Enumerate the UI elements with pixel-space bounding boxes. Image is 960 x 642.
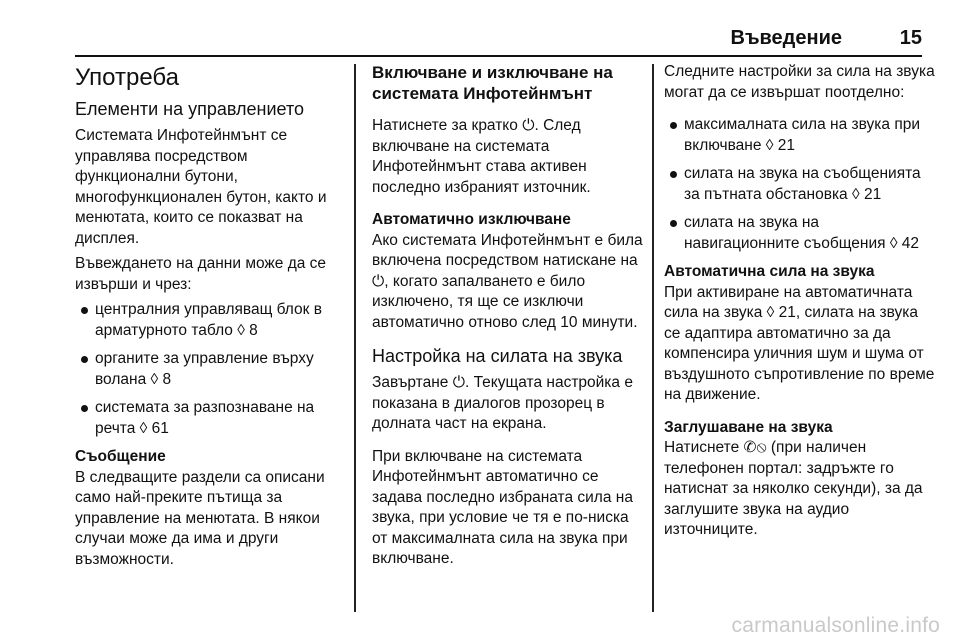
column-divider-1	[354, 64, 356, 612]
header-title: Въведение	[730, 27, 842, 49]
subheading-auto-volume: Автоматична сила на звука	[664, 263, 875, 280]
note-title: Съобщение	[75, 448, 166, 465]
note-text: В следващите раздели са описани само най-преките пътища за управление на менютата. В някои случаи може да има и други възможности.	[75, 468, 325, 568]
column-1	[75, 62, 347, 575]
paragraph: Завъртане ⏻. Текущата настройка е показана в диалогов прозорец в долната част на екрана.	[372, 374, 633, 432]
header-rule	[75, 55, 922, 57]
paragraph: Натиснете ✆⦸ (при наличен телефонен портал: задръжте го натиснат за няколко секунди), за да заглушите звука на аудио източниците.	[664, 439, 923, 538]
list-item: системата за разпознаване на речта ◊ 61	[75, 398, 347, 439]
list-item: органите за управление върху волана ◊ 8	[75, 349, 347, 390]
subheading-auto-off: Автоматично изключване	[372, 211, 571, 228]
paragraph: Следните настройки за сила на звука могат да се извършат поотделно:	[664, 63, 935, 101]
list-item: централния управляващ блок в арматурното табло ◊ 8	[75, 300, 347, 341]
paragraph: Въвеждането на данни може да се извърши и чрез:	[75, 255, 327, 293]
column-3	[664, 62, 936, 546]
paragraph: При включване на системата Инфотейнмънт автоматично се задава последно избраната сила на звука, при условие че тя е по-ниска от максималната сила на звука при включване.	[372, 447, 633, 567]
column-divider-2	[652, 64, 654, 612]
subsection-title-controls: Елементи на управлението	[75, 99, 304, 119]
column-2	[372, 62, 644, 575]
list-item: силата на звука на навигационните съобщения ◊ 42	[664, 213, 936, 254]
bullet-list	[664, 115, 936, 254]
subheading-mute: Заглушаване на звука	[664, 418, 833, 436]
paragraph: Натиснете за кратко ⏻. След включване на системата Инфотейнмънт става активен последно избраният източник.	[372, 117, 591, 196]
paragraph: Системата Инфотейнмънт се управлява посредством функционални бутони, многофункционален бутон, както и менютата, които се показват на дисплея.	[75, 127, 327, 247]
subsection-title-power: Включване и изключване на системата Инфотейнмънт	[372, 63, 613, 103]
list-item: максималната сила на звука при включване ◊ 21	[664, 115, 936, 156]
page-header	[0, 0, 960, 54]
page-number: 15	[899, 27, 922, 49]
watermark: carmanualsonline.info	[731, 614, 940, 637]
bullet-list	[75, 300, 347, 439]
subsection-title-volume: Настройка на силата на звука	[372, 346, 623, 366]
list-item: силата на звука на съобщенията за пътната обстановка ◊ 21	[664, 164, 936, 205]
paragraph: Ако системата Инфотейнмънт е била включена посредством натискане на ⏻, когато запалването е било изключено, тя ще се изключи автоматично отново след 10 минути.	[372, 231, 643, 331]
section-title: Употреба	[75, 64, 179, 91]
paragraph: При активиране на автоматичната сила на звука ◊ 21, силата на звука се адаптира автоматично за да компенсира уличния шум и шума от въздушното съпротивление по време на движение.	[664, 283, 935, 403]
